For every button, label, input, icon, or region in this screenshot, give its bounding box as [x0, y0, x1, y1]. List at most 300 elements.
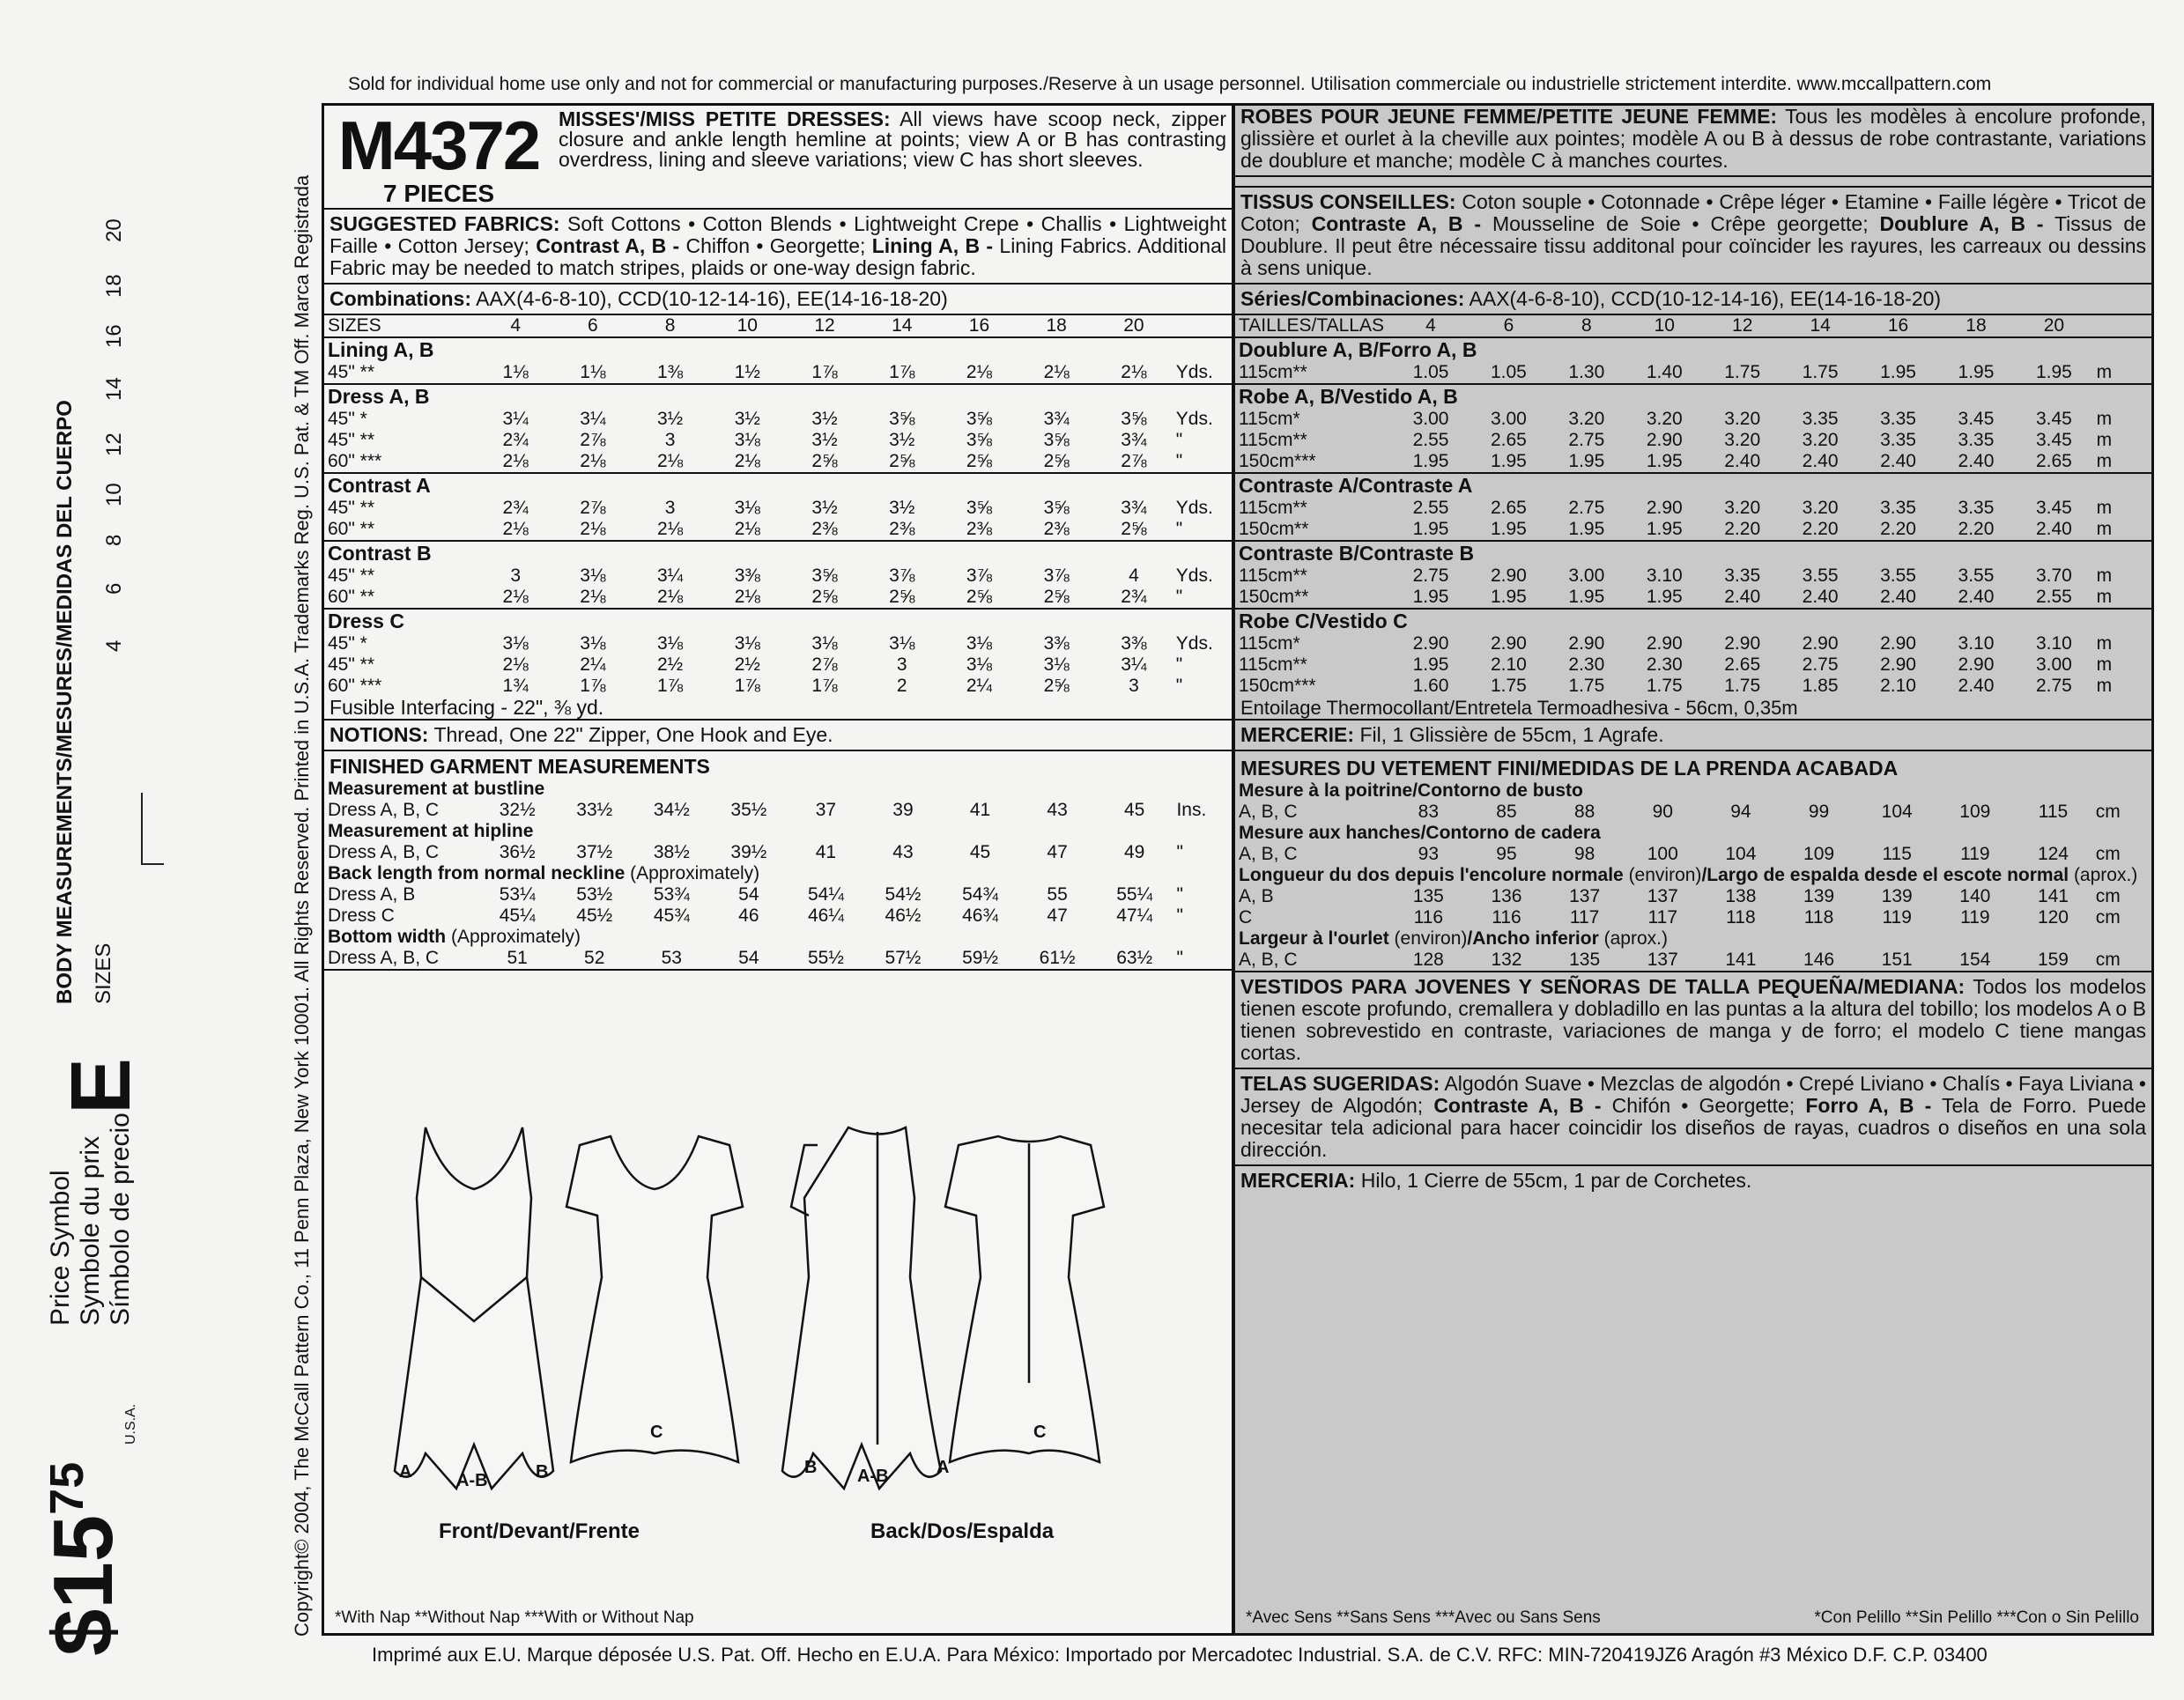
measurement-label: Dress C — [328, 905, 395, 926]
yardage-row — [324, 519, 1232, 541]
tissus-text: Tissus de Doublure. Il peut être nécessaire tissu additonal pour coïncider les rayures, les carreaux ou dessins à sens unique. — [1240, 212, 2146, 279]
yardage-value: 1.75 — [1646, 676, 1683, 696]
series-text: AAX(4-6-8-10), CCD(10-12-14-16), EE(14-16-18-20) — [1469, 287, 1942, 310]
body-measurements-title: BODY MEASUREMENTS/MESURES/MEDIDAS DEL CUERPO — [53, 400, 77, 1004]
measurement-value: 49 — [1123, 842, 1145, 862]
yardage-value: 1.95 — [1490, 519, 1527, 539]
yardage-value: 3¾ — [1121, 498, 1147, 518]
yardage-value: 2.75 — [1802, 654, 1839, 675]
yardage-value: 2⅛ — [734, 519, 760, 539]
price-cents: 75 — [41, 1461, 93, 1515]
measurement-heading — [324, 927, 1232, 948]
yardage-value: 3⅝ — [1121, 409, 1147, 429]
yardage-row — [1235, 498, 2151, 519]
spanish-text: Todos los modelos tienen escote profundo, cremallera y dobladillo en las puntas a la altura del tobillo; los modelos A o B tienen sobrevestido en contraste, variaciones de manga y de forro; el modelo C tiene mangas cortas. — [1240, 975, 2146, 1064]
measurement-unit: cm — [2095, 802, 2121, 822]
measurement-value: 32½ — [499, 800, 536, 820]
yardage-value: 3.55 — [1802, 565, 1839, 586]
fabric-group-name: Robe C/Vestido C — [1235, 609, 2151, 633]
yardage-value: 2.65 — [1490, 430, 1527, 450]
measurement-value: 54¾ — [962, 884, 998, 905]
yardage-value: 2.20 — [1724, 519, 1761, 539]
measurement-value: 116 — [1492, 907, 1521, 928]
telas-title: TELAS SUGERIDAS: — [1240, 1072, 1440, 1095]
measurement-unit: " — [1176, 948, 1183, 968]
yardage-unit: " — [1175, 654, 1183, 675]
yardage-value: 3¼ — [656, 565, 684, 586]
tissus-text: Mousseline de Soie • Crêpe georgette; — [1492, 212, 1869, 235]
yardage-value: 2⅛ — [656, 451, 684, 471]
fabric-width: 115cm** — [1239, 498, 1307, 518]
yardage-value: 2⅝ — [1043, 451, 1070, 471]
yardage-value: 2.40 — [1802, 587, 1839, 607]
yardage-value: 1.40 — [1646, 362, 1683, 382]
notions — [324, 721, 1232, 751]
yardage-value: 1½ — [734, 362, 760, 382]
yardage-value: 1.75 — [1724, 362, 1761, 382]
yardage-value: 3⅞ — [889, 565, 915, 586]
yardage-value: 3⅛ — [966, 654, 993, 675]
yardage-value: 1⅛ — [580, 362, 606, 382]
measurement-value: 53½ — [576, 884, 613, 905]
yardage-unit: m — [2096, 654, 2113, 675]
copyright-line: Copyright© 2004, The McCall Pattern Co., 11 Penn Plaza, New York 10001. All Rights Reserved. Printed in U.S.A. Trademarks Reg. U.S. Pat. & TM Off. Marca Registrada — [291, 174, 313, 1637]
body-size: 6 — [102, 582, 126, 595]
yardage-value: 3½ — [889, 430, 915, 450]
yardage-value: 3⅝ — [966, 498, 993, 518]
measurement-value: 136 — [1491, 886, 1522, 906]
size-header: 6 — [1503, 315, 1514, 336]
measurement-heading-cell — [1235, 823, 2151, 844]
description-text: All views have scoop neck, zipper closure and ankle length hemline at points; view A or B has contrasting overdress, lining and sleeve variations; view C has short sleeves. — [559, 107, 1226, 171]
yardage-unit: Yds. — [1175, 498, 1213, 518]
yardage-value: 2⅜ — [1043, 519, 1070, 539]
measurement-label: Dress A, B, C — [328, 800, 440, 820]
fabric-group — [324, 473, 1232, 498]
yardage-row — [324, 451, 1232, 473]
measurement-value: 119 — [1882, 907, 1912, 928]
yardage-value: 3¾ — [1043, 409, 1070, 429]
spanish-title: VESTIDOS PARA JOVENES Y SEÑORAS DE TALLA PEQUEÑA/MEDIANA: — [1240, 975, 1966, 998]
yardage-value: 3½ — [811, 409, 838, 429]
yardage-value: 2.40 — [1880, 587, 1916, 607]
yardage-value: 3¼ — [502, 409, 529, 429]
yardage-value: 3.20 — [1724, 409, 1761, 429]
fabric-width: 45" ** — [328, 362, 374, 382]
measurement-value: 45¾ — [653, 905, 690, 926]
measurement-heading-cell — [324, 779, 1232, 800]
measurement-value: 132 — [1491, 950, 1522, 970]
fabric-width: 115cm** — [1239, 565, 1307, 586]
spanish-description — [1235, 972, 2151, 1069]
telas-forro: Forro A, B - — [1805, 1094, 1932, 1117]
view-label-a: A — [937, 1458, 950, 1477]
measurement-value: 117 — [1647, 907, 1677, 928]
yardage-value: 3.45 — [2035, 498, 2072, 518]
yardage-value: 2⅛ — [502, 451, 529, 471]
yardage-row — [1235, 676, 2151, 697]
yardage-value: 2⅝ — [966, 451, 993, 471]
measurement-row — [1235, 802, 2151, 823]
tissus-contraste: Contraste A, B - — [1311, 212, 1482, 235]
yardage-table — [324, 315, 1232, 697]
fabric-group — [324, 541, 1232, 565]
view-label-c: C — [1033, 1423, 1047, 1442]
measurement-value: 117 — [1569, 907, 1600, 928]
measurement-value: 34½ — [653, 800, 690, 820]
measurement-value: 119 — [1960, 844, 1990, 864]
sizes-label: SIZES — [92, 942, 115, 1004]
measurement-value: 33½ — [576, 800, 613, 820]
measurement-value: 138 — [1725, 886, 1757, 906]
measurement-row — [1235, 886, 2151, 907]
measurement-heading-cell — [1235, 928, 2151, 950]
measurement-heading — [324, 863, 1232, 884]
pieces-count: 7 PIECES — [382, 180, 495, 207]
fabric-width: 115cm** — [1239, 654, 1307, 675]
yardage-value: 1.95 — [2035, 362, 2072, 382]
yardage-value: 1⅞ — [811, 676, 838, 696]
yardage-value: 3¾ — [1121, 430, 1147, 450]
description — [553, 106, 1232, 208]
fabric-width: 115cm** — [1239, 430, 1307, 450]
yardage-row — [1235, 519, 2151, 541]
fabric-group-name: Doublure A, B/Forro A, B — [1235, 337, 2151, 362]
yardage-value: 2.90 — [1802, 633, 1839, 654]
measurement-value: 109 — [1803, 844, 1835, 864]
size-header: 16 — [1887, 315, 1909, 336]
fabric-width: 45" * — [328, 633, 367, 654]
measurement-value: 46¾ — [962, 905, 998, 926]
yardage-unit: m — [2096, 587, 2113, 607]
fabric-width: 115cm* — [1239, 409, 1300, 429]
yardage-value: 3.45 — [2035, 430, 2072, 450]
yardage-value: 2⅜ — [966, 519, 993, 539]
yardage-row — [324, 362, 1232, 384]
fabric-width: 115cm* — [1239, 633, 1300, 654]
size-header: 10 — [1654, 315, 1675, 336]
fabric-group-name: Contraste B/Contraste B — [1235, 541, 2151, 565]
measurement-value: 45 — [1123, 800, 1145, 820]
measurement-value: 37½ — [576, 842, 613, 862]
measurement-value: 109 — [1959, 802, 1991, 822]
fabric-group — [1235, 337, 2151, 362]
yardage-value: 2½ — [656, 654, 684, 675]
yardage-row — [1235, 587, 2151, 609]
mercerie — [1235, 721, 2151, 751]
yardage-value: 3.35 — [1724, 565, 1761, 586]
sizes-label: TAILLES/TALLAS — [1239, 315, 1384, 336]
measurement-value: 37 — [815, 800, 837, 820]
yardage-value: 3 — [664, 498, 676, 518]
yardage-value: 1⅞ — [656, 676, 684, 696]
measurement-value: 100 — [1647, 844, 1678, 864]
yardage-value: 1⅞ — [580, 676, 606, 696]
yardage-value: 3⅞ — [966, 565, 993, 586]
interfacing: Fusible Interfacing - 22", ⅜ yd. — [324, 697, 1232, 721]
measurement-title: Bottom width — [328, 927, 447, 947]
yardage-unit: Yds. — [1175, 565, 1213, 586]
mercerie-title: MERCERIE: — [1240, 723, 1355, 746]
view-label-c: C — [650, 1423, 663, 1442]
yardage-unit: " — [1175, 451, 1183, 471]
measurement-value: 45 — [969, 842, 991, 862]
yardage-value: 3.55 — [1880, 565, 1916, 586]
yardage-value: 1.75 — [1802, 362, 1839, 382]
yardage-value: 2⅛ — [502, 654, 529, 675]
yardage-row — [324, 498, 1232, 519]
yardage-value: 3.10 — [2035, 633, 2072, 654]
pattern-id — [324, 106, 553, 208]
yardage-value: 1.95 — [1412, 451, 1449, 471]
view-label-ab: A-B — [456, 1471, 488, 1490]
yardage-value: 1⅞ — [889, 362, 915, 382]
yardage-value: 3⅛ — [734, 430, 760, 450]
yardage-value: 1⅜ — [656, 362, 684, 382]
measurement-value: 57½ — [885, 948, 922, 968]
measurement-value: 35½ — [730, 800, 767, 820]
measurement-value: 52 — [584, 948, 605, 968]
combinations — [324, 285, 1232, 315]
fabric-width: 150cm** — [1239, 587, 1309, 607]
yardage-value: 2⅝ — [889, 587, 915, 607]
fabric-group — [1235, 541, 2151, 565]
measurement-heading — [1235, 928, 2151, 950]
measurement-value: 135 — [1569, 950, 1601, 970]
yardage-value: 2.90 — [1880, 633, 1916, 654]
yardage-value: 2⅝ — [966, 587, 993, 607]
measurement-value: 104 — [1725, 844, 1757, 864]
yardage-row — [324, 430, 1232, 451]
yardage-value: 2⅞ — [580, 498, 606, 518]
fabric-group-name: Robe A, B/Vestido A, B — [1235, 384, 2151, 409]
yardage-row — [1235, 565, 2151, 587]
sizes-rule-tick — [141, 863, 164, 865]
yardage-value: 2⅛ — [656, 519, 684, 539]
yardage-value: 2½ — [734, 654, 760, 675]
yardage-value: 3⅛ — [1043, 654, 1070, 675]
measurement-value: 53 — [661, 948, 682, 968]
footnote-en: *With Nap **Without Nap ***With or Without Nap — [335, 1608, 694, 1627]
yardage-value: 3.20 — [1724, 498, 1761, 518]
yardage-value: 2.40 — [1958, 451, 1995, 471]
measurement-value: 47 — [1047, 905, 1068, 926]
fabrics-text: Lining Fabrics. Additional Fabric may be needed to match stripes, plaids or one-way design fabric. — [329, 234, 1226, 279]
measurement-title: Back length from normal neckline — [328, 863, 626, 883]
yardage-value: 1.95 — [1490, 451, 1527, 471]
measurement-value: 41 — [815, 842, 837, 862]
yardage-value: 1.05 — [1412, 362, 1449, 382]
measurement-value: 118 — [1803, 907, 1834, 928]
yardage-value: 2⅜ — [811, 519, 838, 539]
size-header: 20 — [1123, 315, 1144, 336]
fabric-group — [324, 337, 1232, 362]
yardage-unit: m — [2096, 451, 2113, 471]
yardage-value: 2.40 — [1802, 451, 1839, 471]
measurement-heading-cell — [324, 821, 1232, 842]
yardage-value: 2 — [896, 676, 907, 696]
yardage-value: 3.10 — [1958, 633, 1995, 654]
yardage-value: 3⅛ — [502, 633, 529, 654]
yardage-value: 2⅞ — [580, 430, 606, 450]
french-title: ROBES POUR JEUNE FEMME/PETITE JEUNE FEMME: — [1240, 105, 1778, 128]
body-size: 8 — [102, 534, 126, 546]
fabric-width: 45" * — [328, 409, 367, 429]
dress-sketches — [342, 1075, 1223, 1533]
measurement-value: 141 — [1725, 950, 1757, 970]
measurement-value: 47¼ — [1116, 905, 1153, 926]
french-description — [1235, 106, 2151, 177]
yardage-value: 3⅝ — [966, 409, 993, 429]
sizes-rule — [141, 793, 143, 863]
yardage-value: 2.90 — [1646, 430, 1683, 450]
measurement-note: (Approximately) — [630, 863, 760, 883]
size-header: 18 — [1046, 315, 1067, 336]
yardage-value: 3⅝ — [966, 430, 993, 450]
measurement-value: 116 — [1413, 907, 1444, 928]
measurement-row — [324, 800, 1232, 821]
yardage-value: 3½ — [656, 409, 684, 429]
measurement-value: 99 — [1808, 802, 1830, 822]
body-size: 16 — [102, 324, 126, 348]
yardage-value: 2.10 — [1880, 676, 1916, 696]
finished-measurements-table — [324, 779, 1232, 971]
measurement-heading — [1235, 780, 2151, 802]
measurement-title: Mesure à la poitrine/Contorno de busto — [1239, 780, 1583, 801]
back-caption: Back/Dos/Espalda — [870, 1519, 1055, 1543]
notions-title: NOTIONS: — [329, 723, 429, 746]
measurement-unit: " — [1176, 884, 1183, 905]
yardage-unit: m — [2096, 633, 2113, 654]
yardage-value: 2.90 — [1724, 633, 1761, 654]
yardage-row — [324, 633, 1232, 654]
yardage-value: 3⅝ — [811, 565, 838, 586]
yardage-value: 2¼ — [580, 654, 606, 675]
measurement-value: 43 — [892, 842, 914, 862]
measurement-value: 39½ — [730, 842, 767, 862]
measurement-value: 139 — [1881, 886, 1913, 906]
fabric-group — [324, 384, 1232, 409]
yardage-row — [1235, 654, 2151, 676]
measurement-value: 124 — [2037, 844, 2069, 864]
unit-header — [2093, 315, 2151, 337]
yardage-value: 2⅝ — [1121, 519, 1147, 539]
yardage-value: 2.90 — [1646, 498, 1683, 518]
measurement-label: Dress A, B, C — [328, 842, 440, 862]
french-spanish-panel — [1235, 106, 2151, 1633]
measurement-row — [1235, 907, 2151, 928]
measurement-note-es: (aprox.) — [2073, 865, 2138, 885]
measurement-row — [324, 842, 1232, 863]
measurement-title: Mesure aux hanches/Contorno de cadera — [1239, 823, 1601, 843]
view-label-ab: A-B — [857, 1467, 889, 1486]
sizes-row — [324, 315, 1232, 337]
fabric-group-name: Lining A, B — [324, 337, 1232, 362]
yardage-value: 1.95 — [1490, 587, 1527, 607]
fabric-group — [1235, 609, 2151, 633]
yardage-row — [324, 565, 1232, 587]
price-letter: E — [54, 1057, 148, 1114]
measurement-value: 83 — [1418, 802, 1440, 822]
size-header: 12 — [814, 315, 835, 336]
measurement-title: Largeur à l'ourlet — [1239, 928, 1389, 949]
measurement-value: 141 — [2037, 886, 2069, 906]
yardage-value: 3⅜ — [1121, 633, 1147, 654]
fabrics-text: Soft Cottons • Cotton Blends • Lightweight Crepe • Challis • Lightweight Faille • Cotton Jersey; — [329, 212, 1227, 257]
price-symbol-es: Símbolo de precio — [106, 1112, 135, 1326]
view-label-b: B — [804, 1458, 818, 1477]
yardage-value: 2⅜ — [889, 519, 915, 539]
yardage-value: 3 — [896, 654, 907, 675]
measurement-value: 51 — [507, 948, 528, 968]
size-header: 14 — [892, 315, 913, 336]
view-label-a: A — [399, 1462, 412, 1482]
measurement-value: 94 — [1730, 802, 1751, 822]
measurement-value: 135 — [1412, 886, 1444, 906]
fabric-width: 60" *** — [328, 451, 382, 471]
yardage-value: 3⅝ — [1043, 430, 1070, 450]
yardage-value: 2.75 — [1568, 498, 1605, 518]
yardage-value: 3.35 — [1880, 409, 1916, 429]
measurement-value: 104 — [1881, 802, 1913, 822]
yardage-value: 2⅛ — [656, 587, 684, 607]
yardage-unit: m — [2096, 362, 2113, 382]
yardage-value: 2.75 — [1412, 565, 1449, 586]
series — [1235, 285, 2151, 315]
yardage-value: 2⅛ — [734, 451, 760, 471]
yardage-value: 3.10 — [1646, 565, 1683, 586]
body-size: 14 — [102, 377, 126, 401]
yardage-value: 1.85 — [1802, 676, 1839, 696]
french-text: Tous les modèles à encolure profonde, glissière et ourlet à la cheville aux pointes; modèle A ou B à dessus de robe contrastante, variations de doublure et manche; modèle C à manches courtes. — [1240, 105, 2146, 172]
measurement-value: 53¾ — [653, 884, 690, 905]
measurement-row — [324, 948, 1232, 970]
yardage-value: 3⅝ — [889, 409, 915, 429]
metric-measurements-table — [1235, 780, 2151, 972]
measurement-title: Longueur du dos depuis l'encolure normale — [1239, 865, 1624, 885]
yardage-value: 3⅛ — [580, 565, 606, 586]
measurement-value: 93 — [1418, 844, 1440, 864]
measurement-value: 146 — [1803, 950, 1835, 970]
footnote-fr: *Avec Sens **Sans Sens ***Avec ou Sans Sens — [1246, 1608, 1601, 1627]
merceria-title: MERCERIA: — [1240, 1169, 1356, 1192]
footnote-es: *Con Pelillo **Sin Pelillo ***Con o Sin Pelillo — [1814, 1608, 2139, 1627]
tissus-title: TISSUS CONSEILLES: — [1240, 190, 1456, 213]
yardage-unit: m — [2096, 430, 2113, 450]
yardage-value: 1.95 — [1568, 519, 1605, 539]
pattern-number: M4372 — [337, 107, 540, 184]
measurement-row — [1235, 950, 2151, 972]
body-size: 20 — [102, 218, 126, 242]
body-size: 4 — [102, 639, 126, 652]
measurement-value: 54½ — [885, 884, 922, 905]
measurement-label: A, B — [1239, 886, 1274, 906]
yardage-unit: m — [2096, 676, 2113, 696]
yardage-value: 2.40 — [1958, 587, 1995, 607]
measurement-note: (environ) — [1394, 928, 1468, 949]
yardage-value: 2.90 — [1958, 654, 1995, 675]
yardage-value: 3 — [664, 430, 676, 450]
body-sizes — [0, 0, 322, 1700]
measurement-value: 53¼ — [499, 884, 536, 905]
yardage-row — [1235, 451, 2151, 473]
measurement-value: 54 — [738, 884, 759, 905]
measurement-value: 85 — [1496, 802, 1517, 822]
yardage-value: 3⅛ — [656, 633, 684, 654]
yardage-unit: " — [1175, 519, 1183, 539]
measurement-value: 115 — [1882, 844, 1912, 864]
yardage-value: 2.65 — [2035, 451, 2072, 471]
